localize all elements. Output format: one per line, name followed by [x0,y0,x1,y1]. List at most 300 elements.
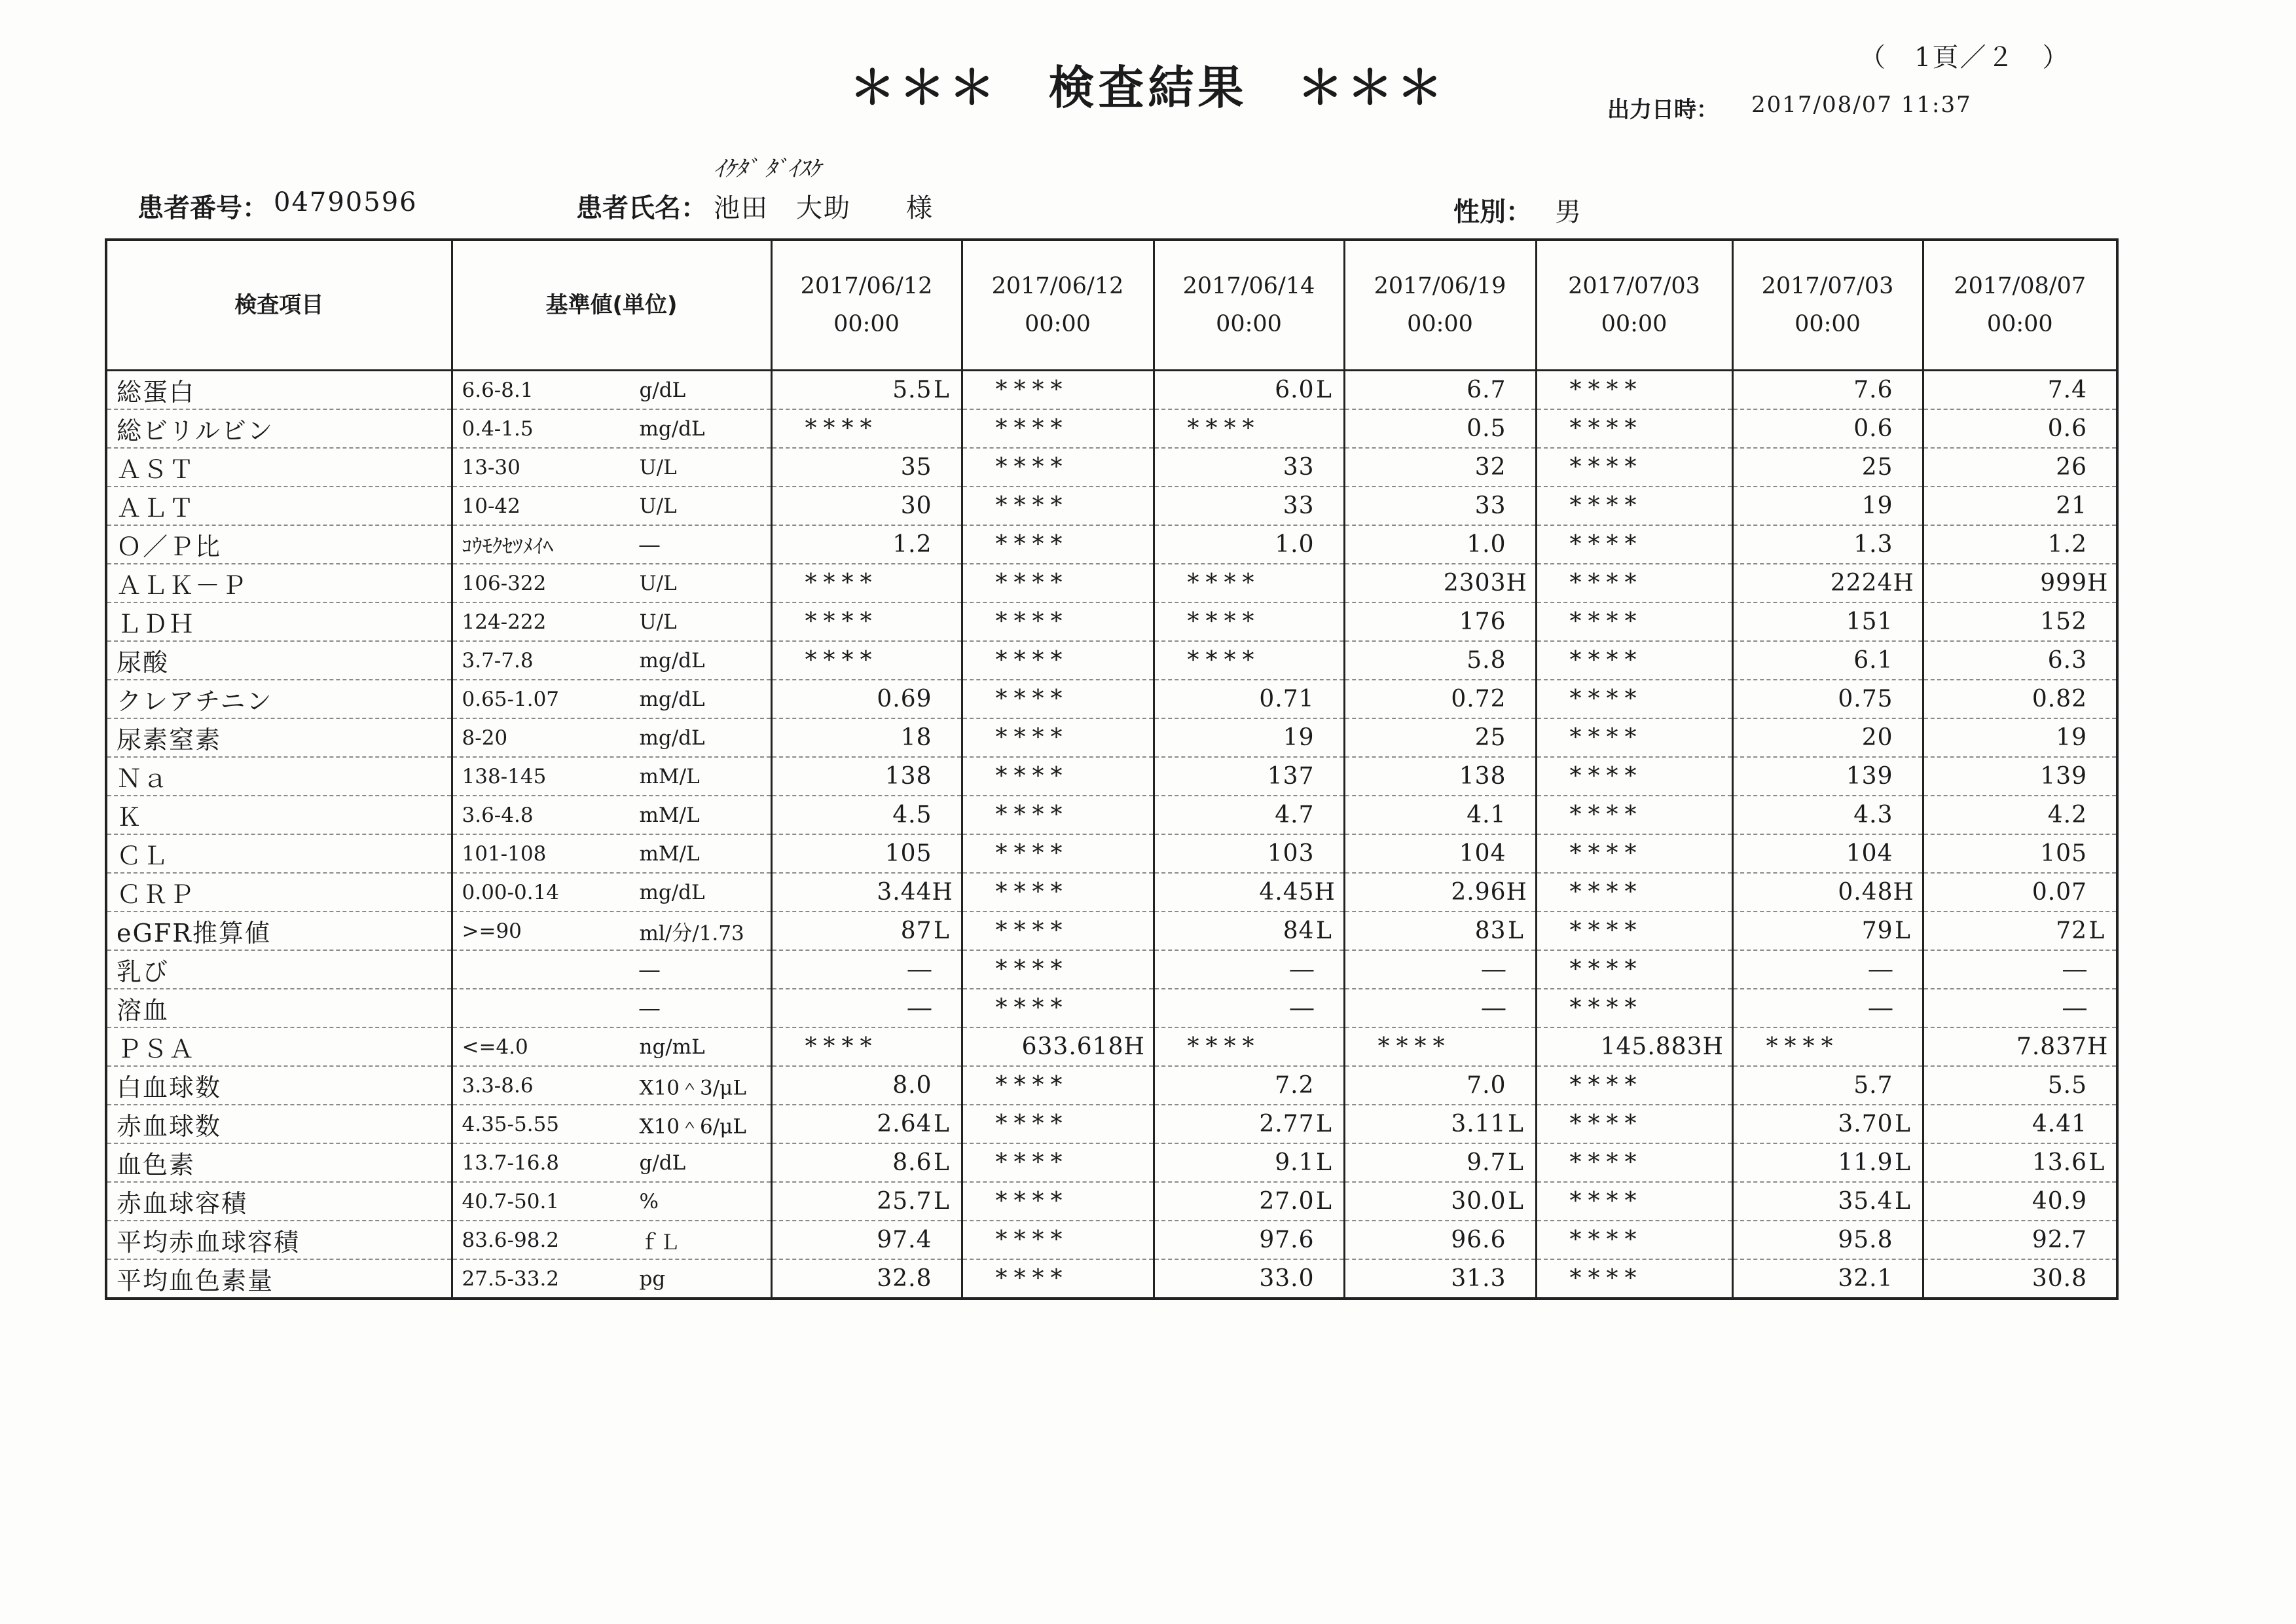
result-value-cell [771,1027,962,1066]
abnormal-flag: L [2088,1149,2105,1176]
result-value: 33 [1283,454,1315,481]
result-value-cell [1154,950,1344,989]
result-value: 9.7 [1467,1149,1506,1176]
result-value: 32 [1474,454,1506,481]
result-value-cell [1154,602,1344,641]
test-item-name: ＡＳＴ [106,448,452,487]
table-row [106,1182,2117,1221]
result-value: 35.4 [1838,1188,1893,1215]
result-value: **** [805,1033,879,1060]
test-item-name: 赤血球数 [106,1105,452,1143]
result-value-cell [1536,409,1732,448]
result-value: 2.77 [1259,1111,1315,1137]
test-item-name: 赤血球容積 [106,1182,452,1221]
result-value: 999 [2040,570,2087,597]
abnormal-flag: L [934,917,950,944]
result-value-cell [962,989,1154,1027]
result-value-cell [771,641,962,680]
table-row [106,448,2117,487]
test-item-name: Ｎａ [106,757,452,796]
test-item-name: ＬＤＨ [106,602,452,641]
result-value: 1.3 [1853,531,1893,558]
table-row [106,989,2117,1027]
unit: ― [639,957,660,982]
unit: mg/dL [639,880,705,904]
result-value-cell [962,950,1154,989]
result-value: 30 [900,492,932,519]
reference-range: >=90 [462,919,522,943]
result-value: 33 [1474,492,1506,519]
unit: pg [639,1266,666,1291]
result-value-cell [771,989,962,1027]
result-value: 0.5 [1467,415,1506,442]
result-value-cell [1344,1182,1536,1221]
table-row [106,1066,2117,1105]
result-value-cell [1732,1143,1923,1182]
reference-range-cell [452,371,771,410]
reference-range-cell [452,1182,771,1221]
result-value: **** [995,763,1069,790]
result-value: **** [1766,1033,1840,1060]
result-value-cell [1923,718,2117,757]
unit: % [639,1189,659,1213]
result-value-cell [1536,1066,1732,1105]
reference-range-cell [452,1259,771,1299]
result-value: 633.618 [1021,1033,1124,1060]
table-row [106,409,2117,448]
result-value-cell [1536,1027,1732,1066]
result-value: **** [1569,492,1643,519]
result-value: **** [1569,917,1643,944]
result-value: 176 [1459,608,1506,635]
result-value: 0.72 [1451,686,1506,712]
result-value: **** [805,415,879,442]
result-value: ― [1290,995,1315,1022]
table-row [106,1259,2117,1299]
result-value-cell [1923,989,2117,1027]
result-value: 6.0 [1275,377,1315,403]
result-value-cell [1536,796,1732,834]
reference-range-cell [452,680,771,718]
unit: mg/dL [639,687,705,711]
test-item-name: 乳び [106,950,452,989]
result-value: 97.4 [877,1227,932,1253]
result-value: ― [1290,956,1315,983]
result-value-cell [962,757,1154,796]
result-value: 25.7 [877,1188,932,1215]
result-value-cell [1536,564,1732,602]
reference-range-cell [452,796,771,834]
test-item-name: 尿素窒素 [106,718,452,757]
result-value: 19 [1283,724,1315,751]
result-value-cell [1536,834,1732,873]
result-value: 33 [1283,492,1315,519]
result-value: 1.2 [2047,531,2087,558]
unit: mg/dL [639,726,705,750]
reference-range-cell [452,989,771,1027]
result-value-cell [1344,602,1536,641]
date-column-header: 2017/06/14 00:00 [1154,240,1344,371]
reference-range-cell [452,448,771,487]
result-value-cell [771,912,962,950]
date-column-header: 2017/06/12 00:00 [962,240,1154,371]
abnormal-flag: H [1893,570,1914,597]
patient-name-label: 患者氏名： [576,193,707,223]
abnormal-flag: L [2088,917,2105,944]
result-value-cell [962,487,1154,525]
result-value-cell [771,680,962,718]
result-value: **** [995,454,1069,481]
abnormal-flag: L [1316,1188,1332,1215]
result-value: 30.8 [2032,1265,2087,1292]
result-value-cell [1344,1143,1536,1182]
result-value-cell [1536,873,1732,912]
result-value: 4.5 [892,802,932,828]
reference-range: 10-42 [462,494,520,518]
unit: ― [639,996,660,1020]
result-value: **** [1569,724,1643,751]
result-value-cell [1923,950,2117,989]
result-value-cell [962,448,1154,487]
patient-name-kana: ｲｹﾀﾞ ﾀﾞｲｽｹ [714,156,821,182]
reference-range-cell [452,564,771,602]
result-value: 32.1 [1838,1265,1893,1292]
result-value: **** [995,647,1069,674]
result-value: **** [995,724,1069,751]
result-value: 0.82 [2032,686,2087,712]
reference-range: 0.00-0.14 [462,880,560,904]
patient-name: 池田 大助 様 [714,193,934,223]
result-value-cell [962,912,1154,950]
result-value: 25 [1474,724,1506,751]
reference-range: 0.4-1.5 [462,416,534,441]
result-value: ― [2063,995,2087,1022]
result-value-cell [1923,1221,2117,1259]
result-value-cell [1536,950,1732,989]
result-value: 0.6 [1853,415,1893,442]
result-value: **** [1187,608,1261,635]
result-value: ― [1868,956,1893,983]
result-value: 104 [1459,840,1506,867]
result-value: **** [1569,1265,1643,1292]
abnormal-flag: L [934,1188,950,1215]
result-value-cell [1923,602,2117,641]
result-value: 7.4 [2047,377,2087,403]
result-value-cell [1344,409,1536,448]
result-value: 5.7 [1853,1072,1893,1099]
test-item-name: 血色素 [106,1143,452,1182]
result-value-cell [962,680,1154,718]
unit: ng/mL [639,1035,705,1059]
date-column-header: 2017/08/07 00:00 [1923,240,2117,371]
result-value-cell [1732,834,1923,873]
table-header-row [106,240,2117,371]
result-value: 6.7 [1467,377,1506,403]
result-value: 1.0 [1275,531,1315,558]
reference-range: 3.6-4.8 [462,803,534,827]
result-value-cell [1536,602,1732,641]
test-item-name: 尿酸 [106,641,452,680]
reference-range: 3.7-7.8 [462,648,534,673]
abnormal-flag: L [1316,1149,1332,1176]
date-column-header: 2017/06/12 00:00 [771,240,962,371]
sex-label: 性別： [1453,197,1532,227]
result-value-cell [1154,371,1344,410]
date-column-header: 2017/07/03 00:00 [1536,240,1732,371]
unit: U/L [639,494,677,518]
reference-range-cell [452,718,771,757]
abnormal-flag: L [1895,1111,1911,1137]
result-value-cell [1923,448,2117,487]
result-value: **** [1569,879,1643,906]
result-value-cell [1536,757,1732,796]
result-value: **** [995,995,1069,1022]
result-value-cell [1344,834,1536,873]
reference-range-cell [452,873,771,912]
test-item-name: 平均赤血球容積 [106,1221,452,1259]
abnormal-flag: L [1895,1149,1911,1176]
abnormal-flag: L [934,377,950,403]
result-value: 72 [2056,917,2087,944]
unit: U/L [639,610,677,634]
reference-range: 106-322 [462,571,547,595]
result-value: **** [1569,686,1643,712]
result-value: 0.75 [1838,686,1893,712]
table-row [106,602,2117,641]
result-value-cell [1536,371,1732,410]
result-value-cell [1344,950,1536,989]
reference-range: 6.6-8.1 [462,378,534,402]
result-value: **** [995,570,1069,597]
result-value: 0.6 [2047,415,2087,442]
result-value: **** [1569,956,1643,983]
result-value-cell [1923,1259,2117,1299]
result-value: 2.64 [877,1111,932,1137]
result-value: 5.5 [2047,1072,2087,1099]
result-value-cell [771,757,962,796]
unit: g/dL [639,378,686,402]
result-value-cell [771,409,962,448]
result-value: ― [1868,995,1893,1022]
result-value: **** [1569,1149,1643,1176]
result-value-cell [771,1259,962,1299]
result-value: 0.48 [1838,879,1893,906]
result-value: 104 [1846,840,1893,867]
result-value: 5.5 [892,377,932,403]
abnormal-flag: L [1316,1111,1332,1137]
abnormal-flag: H [1702,1033,1724,1060]
table-row [106,796,2117,834]
result-value: 105 [2040,840,2087,867]
reference-range-cell [452,834,771,873]
result-value: **** [995,1188,1069,1215]
result-value: 7.6 [1853,377,1893,403]
result-value-cell [1923,1105,2117,1143]
abnormal-flag: H [1893,879,1914,906]
result-value-cell [962,718,1154,757]
result-value: 13.6 [2032,1149,2087,1176]
test-item-name: ＣＲＰ [106,873,452,912]
result-value: 138 [884,763,932,790]
result-value: 105 [884,840,932,867]
result-value: **** [1569,1227,1643,1253]
result-value: **** [995,608,1069,635]
reference-range: 124-222 [462,610,547,634]
result-value-cell [962,1182,1154,1221]
result-value-cell [771,718,962,757]
unit: X10＾6/μL [639,1115,746,1138]
test-item-name: ＡＬＴ [106,487,452,525]
result-value: **** [995,840,1069,867]
result-value-cell [1154,834,1344,873]
test-item-name: ＡＬＫ－Ｐ [106,564,452,602]
result-value-cell [1923,757,2117,796]
result-value: 6.3 [2047,647,2087,674]
result-value-cell [1536,718,1732,757]
sex-value: 男 [1555,197,1582,227]
result-value-cell [1344,718,1536,757]
result-value-cell [1923,641,2117,680]
table-row [106,757,2117,796]
test-item-name: 平均血色素量 [106,1259,452,1299]
abnormal-flag: H [1506,879,1527,906]
result-value: **** [995,492,1069,519]
result-value: **** [805,570,879,597]
item-column-header: 検査項目 [106,240,452,371]
unit: mg/dL [639,648,705,673]
result-value-cell [1154,448,1344,487]
result-value: 83 [1474,917,1506,944]
reference-range-cell [452,1221,771,1259]
result-value: 139 [2040,763,2087,790]
abnormal-flag: L [1508,917,1524,944]
reference-range-cell [452,487,771,525]
result-value-cell [962,1221,1154,1259]
result-value-cell [771,1143,962,1182]
unit: U/L [639,455,677,479]
result-value-cell [1154,1182,1344,1221]
abnormal-flag: L [1508,1111,1524,1137]
result-value-cell [1732,718,1923,757]
table-row [106,1105,2117,1143]
result-value-cell [1344,796,1536,834]
result-value: **** [1377,1033,1451,1060]
result-value-cell [1154,718,1344,757]
test-item-name: ＰＳＡ [106,1027,452,1066]
result-value: 3.11 [1451,1111,1506,1137]
result-value: 30.0 [1451,1188,1506,1215]
result-value-cell [1154,641,1344,680]
result-value: **** [1569,415,1643,442]
table-row [106,718,2117,757]
table-row [106,873,2117,912]
result-value-cell [1536,1259,1732,1299]
test-item-name: 総ビリルビン [106,409,452,448]
reference-range: 13-30 [462,455,520,479]
test-item-name: ＣＬ [106,834,452,873]
result-value: 40.9 [2032,1188,2087,1215]
result-value-cell [962,564,1154,602]
result-value-cell [1154,1221,1344,1259]
result-value-cell [771,1221,962,1259]
result-value-cell [771,1105,962,1143]
result-value-cell [1923,525,2117,564]
result-value-cell [1536,1182,1732,1221]
unit: mM/L [639,841,700,866]
result-value-cell [1732,1027,1923,1066]
result-value: ― [2063,956,2087,983]
unit: ｆＬ [639,1230,680,1254]
result-value: 2224 [1830,570,1893,597]
reference-range-cell [452,525,771,564]
result-value-cell [771,525,962,564]
result-value-cell [771,448,962,487]
result-value-cell [962,873,1154,912]
result-value: **** [1569,377,1643,403]
result-value: 9.1 [1275,1149,1315,1176]
result-value-cell [1923,564,2117,602]
result-value: **** [1569,647,1643,674]
result-value: 0.69 [877,686,932,712]
result-value-cell [1154,912,1344,950]
result-value: ― [907,956,932,983]
result-value: 3.70 [1838,1111,1893,1137]
result-value-cell [771,1182,962,1221]
result-value-cell [1536,487,1732,525]
result-value: **** [995,956,1069,983]
result-value: 87 [900,917,932,944]
result-value: 25 [1861,454,1893,481]
result-value-cell [1154,525,1344,564]
result-value-cell [1732,1259,1923,1299]
result-value-cell [1536,448,1732,487]
result-value: **** [1569,1188,1643,1215]
result-value: 4.45 [1259,879,1315,906]
result-value-cell [1344,1066,1536,1105]
result-value: 19 [2056,724,2087,751]
result-value: 84 [1283,917,1315,944]
abnormal-flag: L [1508,1188,1524,1215]
reference-range: <=4.0 [462,1035,528,1059]
result-value: 4.41 [2032,1111,2087,1137]
reference-range-cell [452,1066,771,1105]
result-value-cell [1344,1027,1536,1066]
patient-number-label: 患者番号： [137,193,268,223]
abnormal-flag: L [1316,917,1332,944]
abnormal-flag: L [934,1149,950,1176]
result-value: 32.8 [877,1265,932,1292]
test-item-name: 総蛋白 [106,371,452,410]
abnormal-flag: L [1508,1149,1524,1176]
result-value-cell [1344,873,1536,912]
result-value: **** [995,879,1069,906]
table-row [106,371,2117,410]
result-value: **** [995,377,1069,403]
result-value: **** [995,686,1069,712]
result-value-cell [1923,873,2117,912]
abnormal-flag: H [2087,570,2109,597]
result-value: **** [805,608,879,635]
result-value: 103 [1267,840,1315,867]
result-value: **** [995,1265,1069,1292]
result-value-cell [1923,1143,2117,1182]
result-value: 5.8 [1467,647,1506,674]
result-value: **** [1569,995,1643,1022]
result-value: **** [1569,1111,1643,1137]
result-value-cell [1344,1105,1536,1143]
result-value-cell [962,409,1154,448]
result-value: 138 [1459,763,1506,790]
